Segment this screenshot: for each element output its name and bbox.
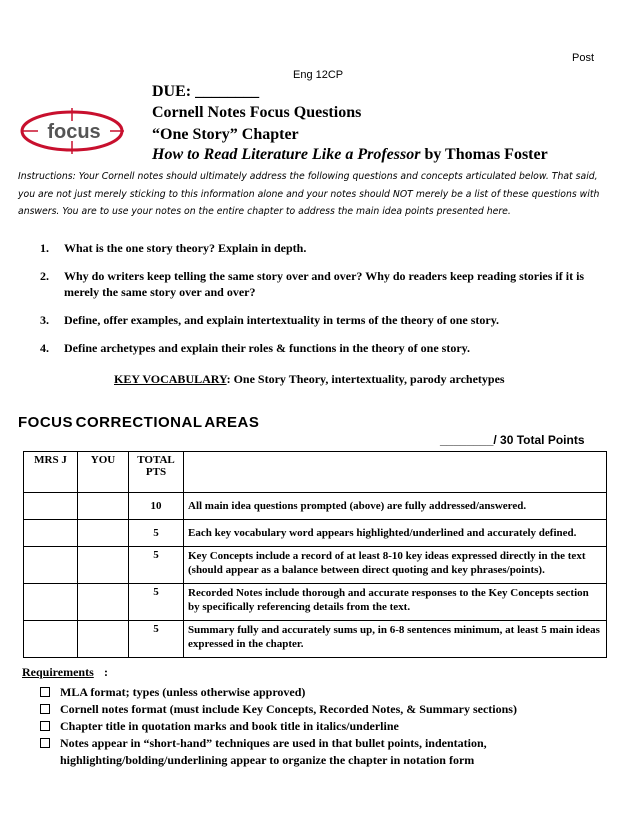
question-item: 2. Why do writers keep telling the same story over and over? Why do readers keep reading stories if it is merely the same story over and over? (40, 269, 585, 299)
mrs-j-score-cell[interactable] (24, 584, 78, 621)
header-total-pts: TOTAL PTS (129, 452, 184, 493)
requirement-item: Notes appear in “short-hand” techniques are used in that bullet points, indentation, highlighting/bolding/underlining appear to organize the chapter in notation form (40, 735, 600, 769)
question-item: 3. Define, offer examples, and explain intertextuality in terms of the theory of one story. (40, 313, 500, 327)
book-line (152, 146, 548, 164)
focus-logo (20, 108, 128, 154)
requirement-item: Cornell notes format (must include Key Concepts, Recorded Notes, & Summary sections) (40, 701, 600, 718)
requirement-item: MLA format; types (unless otherwise approved) (40, 684, 600, 701)
table-row (24, 584, 607, 621)
chapter-title: “One Story” Chapter (152, 126, 299, 143)
points-cell: 5 (129, 621, 184, 658)
focus-areas-heading: FOCUS CORRECTIONAL AREAS (18, 414, 260, 431)
criteria-cell: Key Concepts include a record of at least 8-10 key ideas expressed directly in the text (should appear as a balance between direct quoting and key phrases/points). (184, 547, 607, 584)
points-cell: 5 (129, 520, 184, 547)
header-blank (184, 452, 607, 493)
course-label: Eng 12CP (293, 69, 344, 81)
header-mrs-j: MRS J (24, 452, 78, 493)
checkbox-icon[interactable] (40, 738, 50, 748)
table-header-row (24, 452, 607, 493)
key-vocabulary (114, 372, 505, 387)
you-score-cell[interactable] (78, 584, 129, 621)
total-points: ________/ 30 Total Points (440, 433, 585, 447)
instructions: Instructions: Your Cornell notes should ultimately address the following questions and concepts articulated below. That said, you are not just merely sticking to this information alone and your notes should NOT merely be a list of these questions with answers. You are to use your notes on the entire chapter to address the main idea points presented here. (18, 171, 600, 217)
table-row (24, 520, 607, 547)
you-score-cell[interactable] (78, 493, 129, 520)
header-you: YOU (78, 452, 129, 493)
post-label: Post (572, 52, 595, 64)
book-title: How to Read Literature Like a Professor (152, 146, 421, 163)
book-author: by Thomas Foster (424, 146, 548, 163)
grading-table (23, 451, 607, 658)
logo-text: focus (47, 121, 101, 143)
mrs-j-score-cell[interactable] (24, 520, 78, 547)
criteria-cell: Summary fully and accurately sums up, in 6-8 sentences minimum, at least 5 main ideas expressed in the chapter. (184, 621, 607, 658)
requirements-title: Requirements (22, 665, 94, 679)
vocab-label: KEY VOCABULARY (114, 372, 227, 386)
vocab-terms: : One Story Theory, intertextuality, parody archetypes (226, 372, 505, 386)
mrs-j-score-cell[interactable] (24, 493, 78, 520)
mrs-j-score-cell[interactable] (24, 547, 78, 584)
you-score-cell[interactable] (78, 621, 129, 658)
question-list (40, 240, 610, 368)
checkbox-icon[interactable] (40, 721, 50, 731)
you-score-cell[interactable] (78, 547, 129, 584)
checkbox-icon[interactable] (40, 687, 50, 697)
requirement-item: Chapter title in quotation marks and book title in italics/underline (40, 718, 600, 735)
table-row (24, 547, 607, 584)
table-row (24, 621, 607, 658)
points-cell: 10 (129, 493, 184, 520)
checkbox-icon[interactable] (40, 704, 50, 714)
criteria-cell: Each key vocabulary word appears highlighted/underlined and accurately defined. (184, 520, 607, 547)
criteria-cell: All main idea questions prompted (above) are fully addressed/answered. (184, 493, 607, 520)
requirements-colon: : (104, 665, 108, 679)
page-title: Cornell Notes Focus Questions (152, 104, 362, 121)
due-date: DUE: ________ (152, 83, 260, 100)
table-row (24, 493, 607, 520)
criteria-cell: Recorded Notes include thorough and accurate responses to the Key Concepts section by specifically referencing details from the text. (184, 584, 607, 621)
you-score-cell[interactable] (78, 520, 129, 547)
mrs-j-score-cell[interactable] (24, 621, 78, 658)
question-item: 1. What is the one story theory? Explain in depth. (40, 241, 307, 255)
points-cell: 5 (129, 547, 184, 584)
question-item: 4. Define archetypes and explain their roles & functions in the theory of one story. (40, 341, 470, 355)
points-cell: 5 (129, 584, 184, 621)
requirements-list (40, 684, 600, 769)
